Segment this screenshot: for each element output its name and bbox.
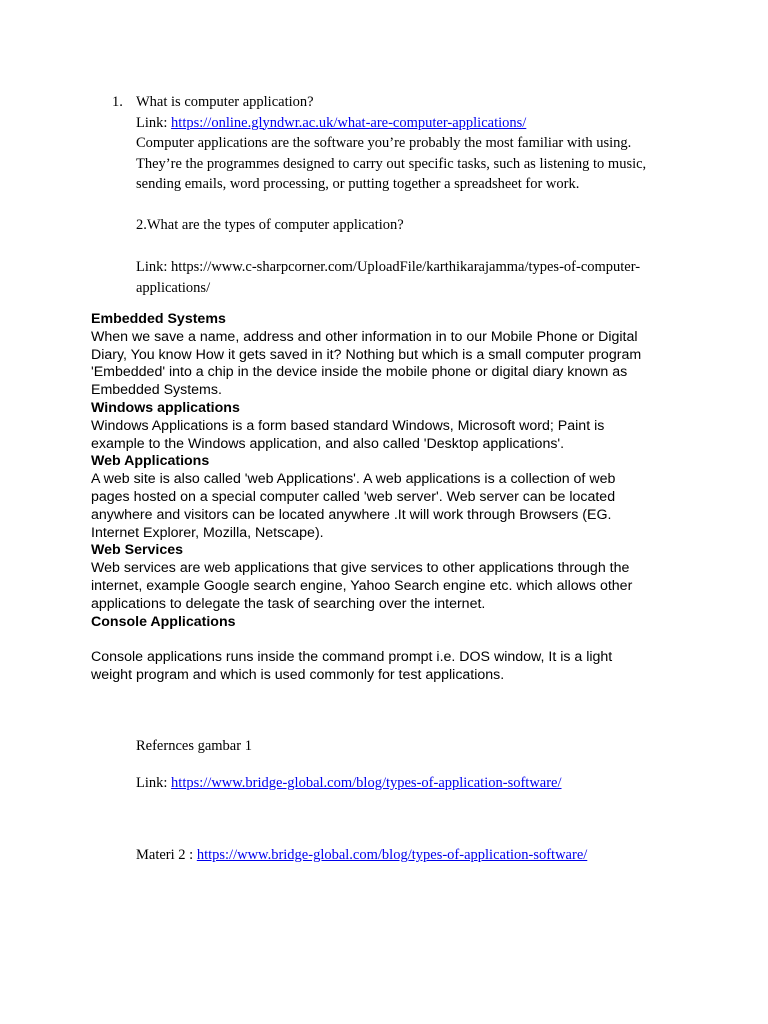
references-title: Refernces gambar 1 [136,738,252,754]
link-text-line: Link: https://www.c-sharpcorner.com/UploadFile/karthikarajamma/types-of-computer- [136,259,641,275]
section-line: 'Embedded' into a chip in the device inside the mobile phone or digital diary known as [91,364,628,381]
references-link-line [136,773,562,794]
section-line: Diary, You know How it gets saved in it? Nothing but which is a small computer program [91,346,642,363]
section-heading: Windows applications [91,399,240,416]
section-heading: Web Services [91,542,184,559]
section-heading: Embedded Systems [91,311,226,327]
bridge-global-link[interactable]: https://www.bridge-global.com/blog/types-of-application-software/ [171,775,562,791]
section-line: internet, example Google search engine, Yahoo Search engine etc. which allows other [91,577,633,594]
link-label: Link: [136,114,172,131]
section-line: A web site is also called 'web Applications'. A web applications is a collection of web [91,471,616,488]
section-line: Web services are web applications that give services to other applications through the [91,560,630,577]
section-line: pages hosted on a special computer called 'web server'. Web server can be located [91,488,616,505]
section-line: Embedded Systems. [91,382,222,399]
question-1-body [136,92,696,195]
glyndwr-link[interactable]: https://online.glyndwr.ac.uk/what-are-computer-applications/ [171,114,527,131]
section-line: Console applications runs inside the command prompt i.e. DOS window, It is a light [91,649,613,666]
materi-link[interactable]: https://www.bridge-global.com/blog/types-of-application-software/ [196,847,588,863]
materi-label: Materi 2 : [136,847,197,863]
section-blank-line [91,631,691,649]
answer-line: They’re the programmes designed to carry out specific tasks, such as listening to music, [136,155,647,172]
section-line: applications to delegate the task of searching over the internet. [91,595,486,612]
question-2-link [136,257,696,298]
link-text-line: applications/ [136,279,211,296]
section-web-applications [91,453,691,542]
application-types-section [91,311,691,685]
section-line: anywhere and visitors can be located anywhere .It will work through Browsers (EG. [91,506,612,523]
materi-line [136,845,587,866]
section-web-services [91,542,691,613]
question-1-link-line [136,113,696,134]
section-console-applications [91,614,691,685]
list-number: 1. [112,94,123,110]
section-heading: Web Applications [91,453,210,470]
section-line: example to the Windows application, and also called 'Desktop applications'. [91,435,565,452]
answer-line: sending emails, word processing, or putting together a spreadsheet for work. [136,176,580,192]
section-line: When we save a name, address and other information in to our Mobile Phone or Digital [91,328,638,345]
question-2-title: 2.What are the types of computer application? [136,217,404,233]
section-embedded-systems [91,311,691,400]
section-windows-applications [91,400,691,453]
section-line: weight program and which is used commonly for test applications. [91,666,505,683]
question-1-title: What is computer application? [136,94,314,110]
section-line: Windows Applications is a form based standard Windows, Microsoft word; Paint is [91,417,605,434]
answer-line: Computer applications are the software you’re probably the most familiar with using. [136,135,632,151]
link-label: Link: [136,775,172,791]
section-heading: Console Applications [91,613,236,630]
section-line: Internet Explorer, Mozilla, Netscape). [91,524,324,541]
